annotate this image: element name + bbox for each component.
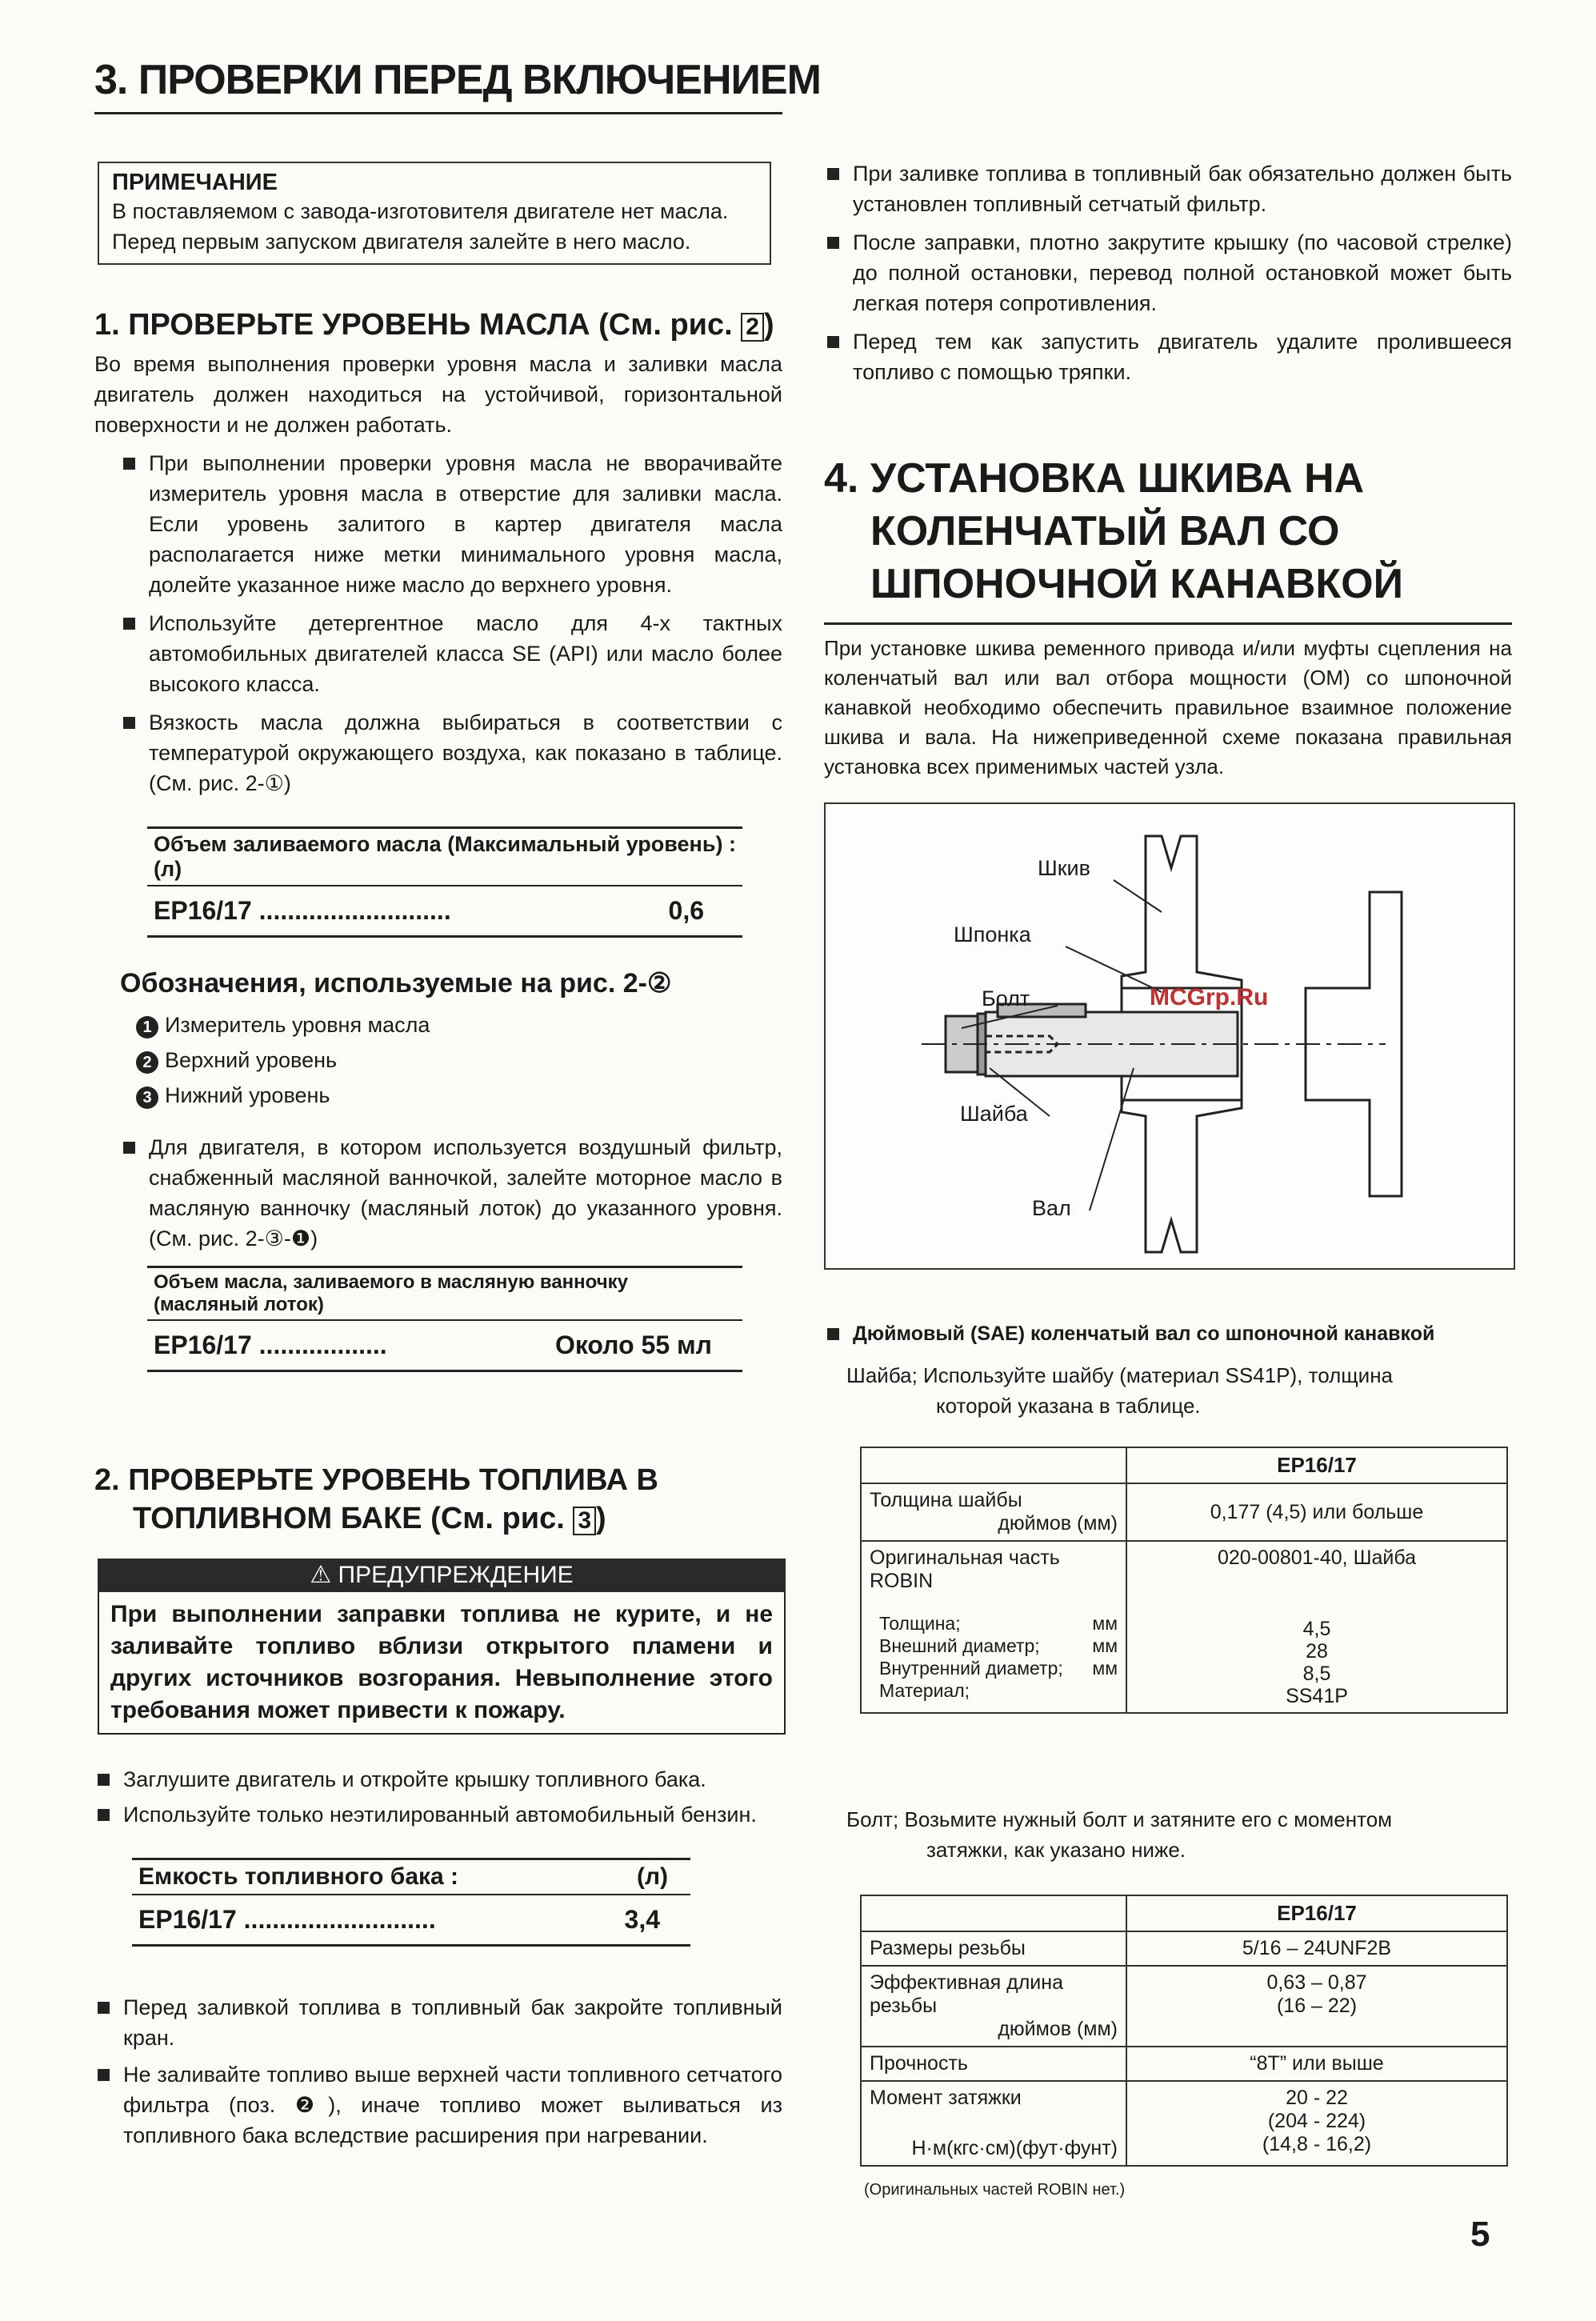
oil-spec-row	[147, 886, 742, 938]
cell-unit: мм	[1092, 1635, 1118, 1656]
section-4-intro: При установке шкива ременного привода и/или муфты сцепления на коленчатый вал или вал отбора мощности (ОМ) со шпоночной канавкой необходимо обеспечить правильное взаимное положение шкива и вала. На нижеприведенной схеме показана правильная установка всех применимых частей узла.	[824, 636, 1512, 778]
bullet: После заправки, плотно закрутите крышку (по часовой стрелке) до полной остановки, перевод полной остановкой может быть легкая потеря сопротивления.	[824, 227, 1512, 318]
section-4-title-3: ШПОНОЧНОЙ КАНАВКОЙ	[870, 561, 1403, 607]
cell-value: 28	[1306, 1640, 1328, 1663]
legend-item	[136, 1042, 782, 1078]
fuel-spec-table	[132, 1858, 690, 1947]
washer-note	[846, 1360, 1393, 1421]
table-row	[861, 2081, 1507, 2166]
cell-value: (14,8 - 16,2)	[1262, 2133, 1372, 2155]
empty-header	[861, 1895, 1126, 1931]
bullet: Используйте только неэтилированный автомобильный бензин.	[94, 1799, 782, 1830]
bullet: Перед тем как запустить двигатель удалите пролившееся топливо с помощью тряпки.	[824, 326, 1512, 387]
cell	[861, 2081, 1126, 2166]
section-2-title-1: 2. ПРОВЕРЬТЕ УРОВЕНЬ ТОПЛИВА В	[94, 1463, 658, 1497]
fuel-spec-row	[132, 1895, 690, 1947]
section-2-title-2: ТОПЛИВНОМ БАКЕ (См. рис.	[133, 1502, 565, 1535]
label-key: Шпонка	[954, 922, 1031, 946]
bullet: При заливке топлива в топливный бак обязательно должен быть установлен топливный сетчатый фильтр.	[824, 158, 1512, 219]
legend	[120, 964, 782, 1254]
note-line-1: В поставляемом с завода-изготовителя двигателе нет масла.	[112, 199, 729, 223]
spec-value: Около 55 мл	[554, 1331, 712, 1359]
cell-text: Толщина;	[879, 1613, 961, 1634]
legend-text: Измеритель уровня масла	[165, 1013, 430, 1037]
spec-unit: (л)	[636, 1863, 668, 1890]
bullet: Вязкость масла должна выбираться в соответствии с температурой окружающего воздуха, как показано в таблице. (См. рис. 2-①)	[120, 707, 782, 798]
cell	[861, 1483, 1126, 1541]
spec-model: EP16/17 ..................	[154, 1331, 387, 1359]
bullet: Для двигателя, в котором используется воздушный фильтр, снабженный масляной ванночкой, залейте моторное масло в масляную ванночку (масляный лоток) до указанного уровня. (См. рис. 2-③-❶)	[120, 1132, 782, 1254]
washer-note-2: которой указана в таблице.	[936, 1394, 1201, 1418]
spec-value: 0,6	[668, 896, 704, 925]
table-row	[861, 2047, 1507, 2081]
section-2-bullets-2	[94, 1992, 782, 2151]
cell-value: (204 - 224)	[1267, 2110, 1366, 2132]
cell-value: 0,177 (4,5) или больше	[1126, 1483, 1507, 1541]
cell-unit: Н·м(кгс·см)(фут·фунт)	[911, 2137, 1118, 2159]
oil-bath-header: Объем масла, заливаемого в масляную ванночку (масляный лоток)	[147, 1266, 742, 1321]
fig-ref: 2	[741, 313, 764, 342]
cell-value: SS41P	[1286, 1685, 1348, 1707]
section-4	[824, 452, 1512, 610]
spec-model: EP16/17 ...........................	[138, 1905, 436, 1934]
cell-text: Внешний диаметр;	[879, 1635, 1040, 1656]
spec-header-text: Емкость топливного бака :	[138, 1863, 459, 1890]
bullet: Заглушите двигатель и откройте крышку топливного бака.	[94, 1764, 782, 1795]
note-line-2: Перед первым запуском двигателя залейте в него масло.	[112, 230, 691, 254]
page-title: 3. ПРОВЕРКИ ПЕРЕД ВКЛЮЧЕНИЕМ	[94, 57, 821, 103]
table-row	[861, 1541, 1507, 1713]
cell-value: “8T” или выше	[1126, 2047, 1507, 2081]
cell-value: 8,5	[1302, 1663, 1331, 1685]
pulley-diagram	[824, 802, 1515, 1270]
bullet: При выполнении проверки уровня масла не вворачивайте измеритель уровня масла в отверстие для заливки масла. Если уровень залитого в картер двигателя масла располагается ниже метки минимального уровня масла, долейте указанное ниже масло до верхнего уровня.	[120, 448, 782, 600]
spec-model: EP16/17 ...........................	[154, 896, 451, 925]
legend-number: 2	[136, 1051, 158, 1074]
section-2-heading	[94, 1499, 782, 1538]
cell-text: Размеры резьбы	[861, 1931, 1126, 1966]
cell	[1126, 1966, 1507, 2047]
table-row	[861, 1931, 1507, 1966]
cell-unit: дюймов (мм)	[998, 2018, 1118, 2040]
cell-text: Оригинальная часть	[870, 1547, 1060, 1569]
fuel-spec-header	[132, 1858, 690, 1895]
legend-text: Нижний уровень	[165, 1083, 330, 1107]
warning-box	[98, 1559, 786, 1735]
oil-spec-header: Объем заливаемого масла (Максимальный уровень) : (л)	[147, 826, 742, 886]
oil-bath-row	[147, 1321, 742, 1372]
legend-number: 3	[136, 1086, 158, 1109]
cell-value: 020-00801-40, Шайба	[1217, 1547, 1416, 1569]
spec-value: 3,4	[624, 1905, 660, 1934]
section-2-bullets	[94, 1764, 782, 1830]
title-rule	[94, 112, 782, 114]
fig-ref: 3	[573, 1507, 596, 1535]
section-4-rule	[824, 622, 1512, 625]
bolt-note-2: затяжки, как указано ниже.	[926, 1838, 1186, 1862]
section-4-title-1: 4. УСТАНОВКА ШКИВА НА	[824, 455, 1365, 502]
empty-header	[861, 1447, 1126, 1483]
cell-text: Момент затяжки	[870, 2087, 1022, 2109]
legend-number: 1	[136, 1016, 158, 1038]
section-1-bullets	[120, 448, 782, 798]
warning-header: ⚠ ПРЕДУПРЕЖДЕНИЕ	[98, 1559, 786, 1592]
table-row	[861, 1966, 1507, 2047]
watermark: MCGrp.Ru	[1150, 984, 1269, 1010]
cell-value: 0,63 – 0,87	[1266, 1971, 1367, 1994]
oil-bath-spec-table	[147, 1266, 742, 1372]
right-bullets	[824, 158, 1512, 387]
warning-text: При выполнении заправки топлива не курите, и не заливайте топливо вблизи открытого пламени и других источников возгорания. Невыполнение этого требования может привести к пожару.	[98, 1592, 786, 1735]
cell-value: 20 - 22	[1286, 2087, 1348, 2109]
section-2	[94, 1461, 782, 1538]
note-box	[98, 162, 771, 265]
bullet: Перед заливкой топлива в топливный бак закройте топливный кран.	[94, 1992, 782, 2053]
bullet: Используйте детергентное масло для 4-х тактных автомобильных двигателей класса SE (API) или масло более высокого класса.	[120, 608, 782, 699]
bullet: Не заливайте топливо выше верхней части топливного сетчатого фильтра (поз. ❷), иначе топливо может выливаться из топливного бака вследствие расширения при нагревании.	[94, 2059, 782, 2151]
bolt-table	[860, 1895, 1508, 2167]
cell-value: 4,5	[1302, 1618, 1331, 1640]
sub-heading: Дюймовый (SAE) коленчатый вал со шпоночной канавкой	[824, 1319, 1541, 1349]
cell-text: Эффективная длина резьбы	[870, 1971, 1063, 2017]
cell	[1126, 2081, 1507, 2166]
paren: )	[763, 308, 774, 342]
label-bolt: Болт	[982, 986, 1030, 1010]
cell-text: Толщина шайбы	[870, 1489, 1022, 1511]
oil-spec-table	[147, 826, 742, 938]
cell-unit: мм	[1092, 1613, 1118, 1634]
cell-text: Внутренний диаметр;	[879, 1658, 1063, 1679]
bolt-note-1: Болт; Возьмите нужный болт и затяните его с моментом	[846, 1807, 1393, 1831]
legend-text: Верхний уровень	[165, 1048, 338, 1072]
section-1-title: 1. ПРОВЕРЬТЕ УРОВЕНЬ МАСЛА (См. рис.	[94, 308, 733, 342]
label-washer: Шайба	[960, 1102, 1028, 1126]
label-shaft: Вал	[1032, 1196, 1071, 1220]
page-number: 5	[1470, 2215, 1490, 2254]
paren: )	[596, 1502, 606, 1535]
cell-text: Материал;	[879, 1680, 970, 1701]
section-4-title-2: КОЛЕНЧАТЫЙ ВАЛ СО	[870, 508, 1340, 554]
cell-value: (16 – 22)	[1276, 1995, 1358, 2017]
cell	[861, 1541, 1126, 1713]
section-1-intro: Во время выполнения проверки уровня масла и заливки масла двигатель должен находиться на устойчивой, горизонтальной поверхности и не должен работать.	[94, 352, 782, 437]
note-title: ПРИМЕЧАНИЕ	[112, 170, 278, 195]
bolt-note	[846, 1804, 1392, 1865]
pulley-drawing	[826, 804, 1514, 1268]
table-row	[861, 1483, 1507, 1541]
cell	[861, 1966, 1126, 2047]
washer-table	[860, 1447, 1508, 1714]
cell-unit: дюймов (мм)	[998, 1512, 1118, 1535]
cell-value: 5/16 – 24UNF2B	[1126, 1931, 1507, 1966]
legend-item	[136, 1007, 782, 1042]
section-1	[94, 306, 782, 440]
section-1-heading	[94, 306, 782, 344]
washer-note-1: Шайба; Используйте шайбу (материал SS41P), толщина	[846, 1363, 1394, 1387]
label-pulley: Шкив	[1038, 856, 1090, 880]
cell-text: ROBIN	[870, 1570, 934, 1592]
legend-title: Обозначения, используемые на рис. 2-②	[120, 968, 672, 998]
column-header: EP16/17	[1126, 1895, 1507, 1931]
cell	[1126, 1541, 1507, 1713]
cell-text: Прочность	[861, 2047, 1126, 2081]
cell-unit: мм	[1092, 1658, 1118, 1679]
column-header: EP16/17	[1126, 1447, 1507, 1483]
legend-item	[136, 1078, 782, 1113]
footnote: (Оригинальных частей ROBIN нет.)	[864, 2181, 1126, 2199]
